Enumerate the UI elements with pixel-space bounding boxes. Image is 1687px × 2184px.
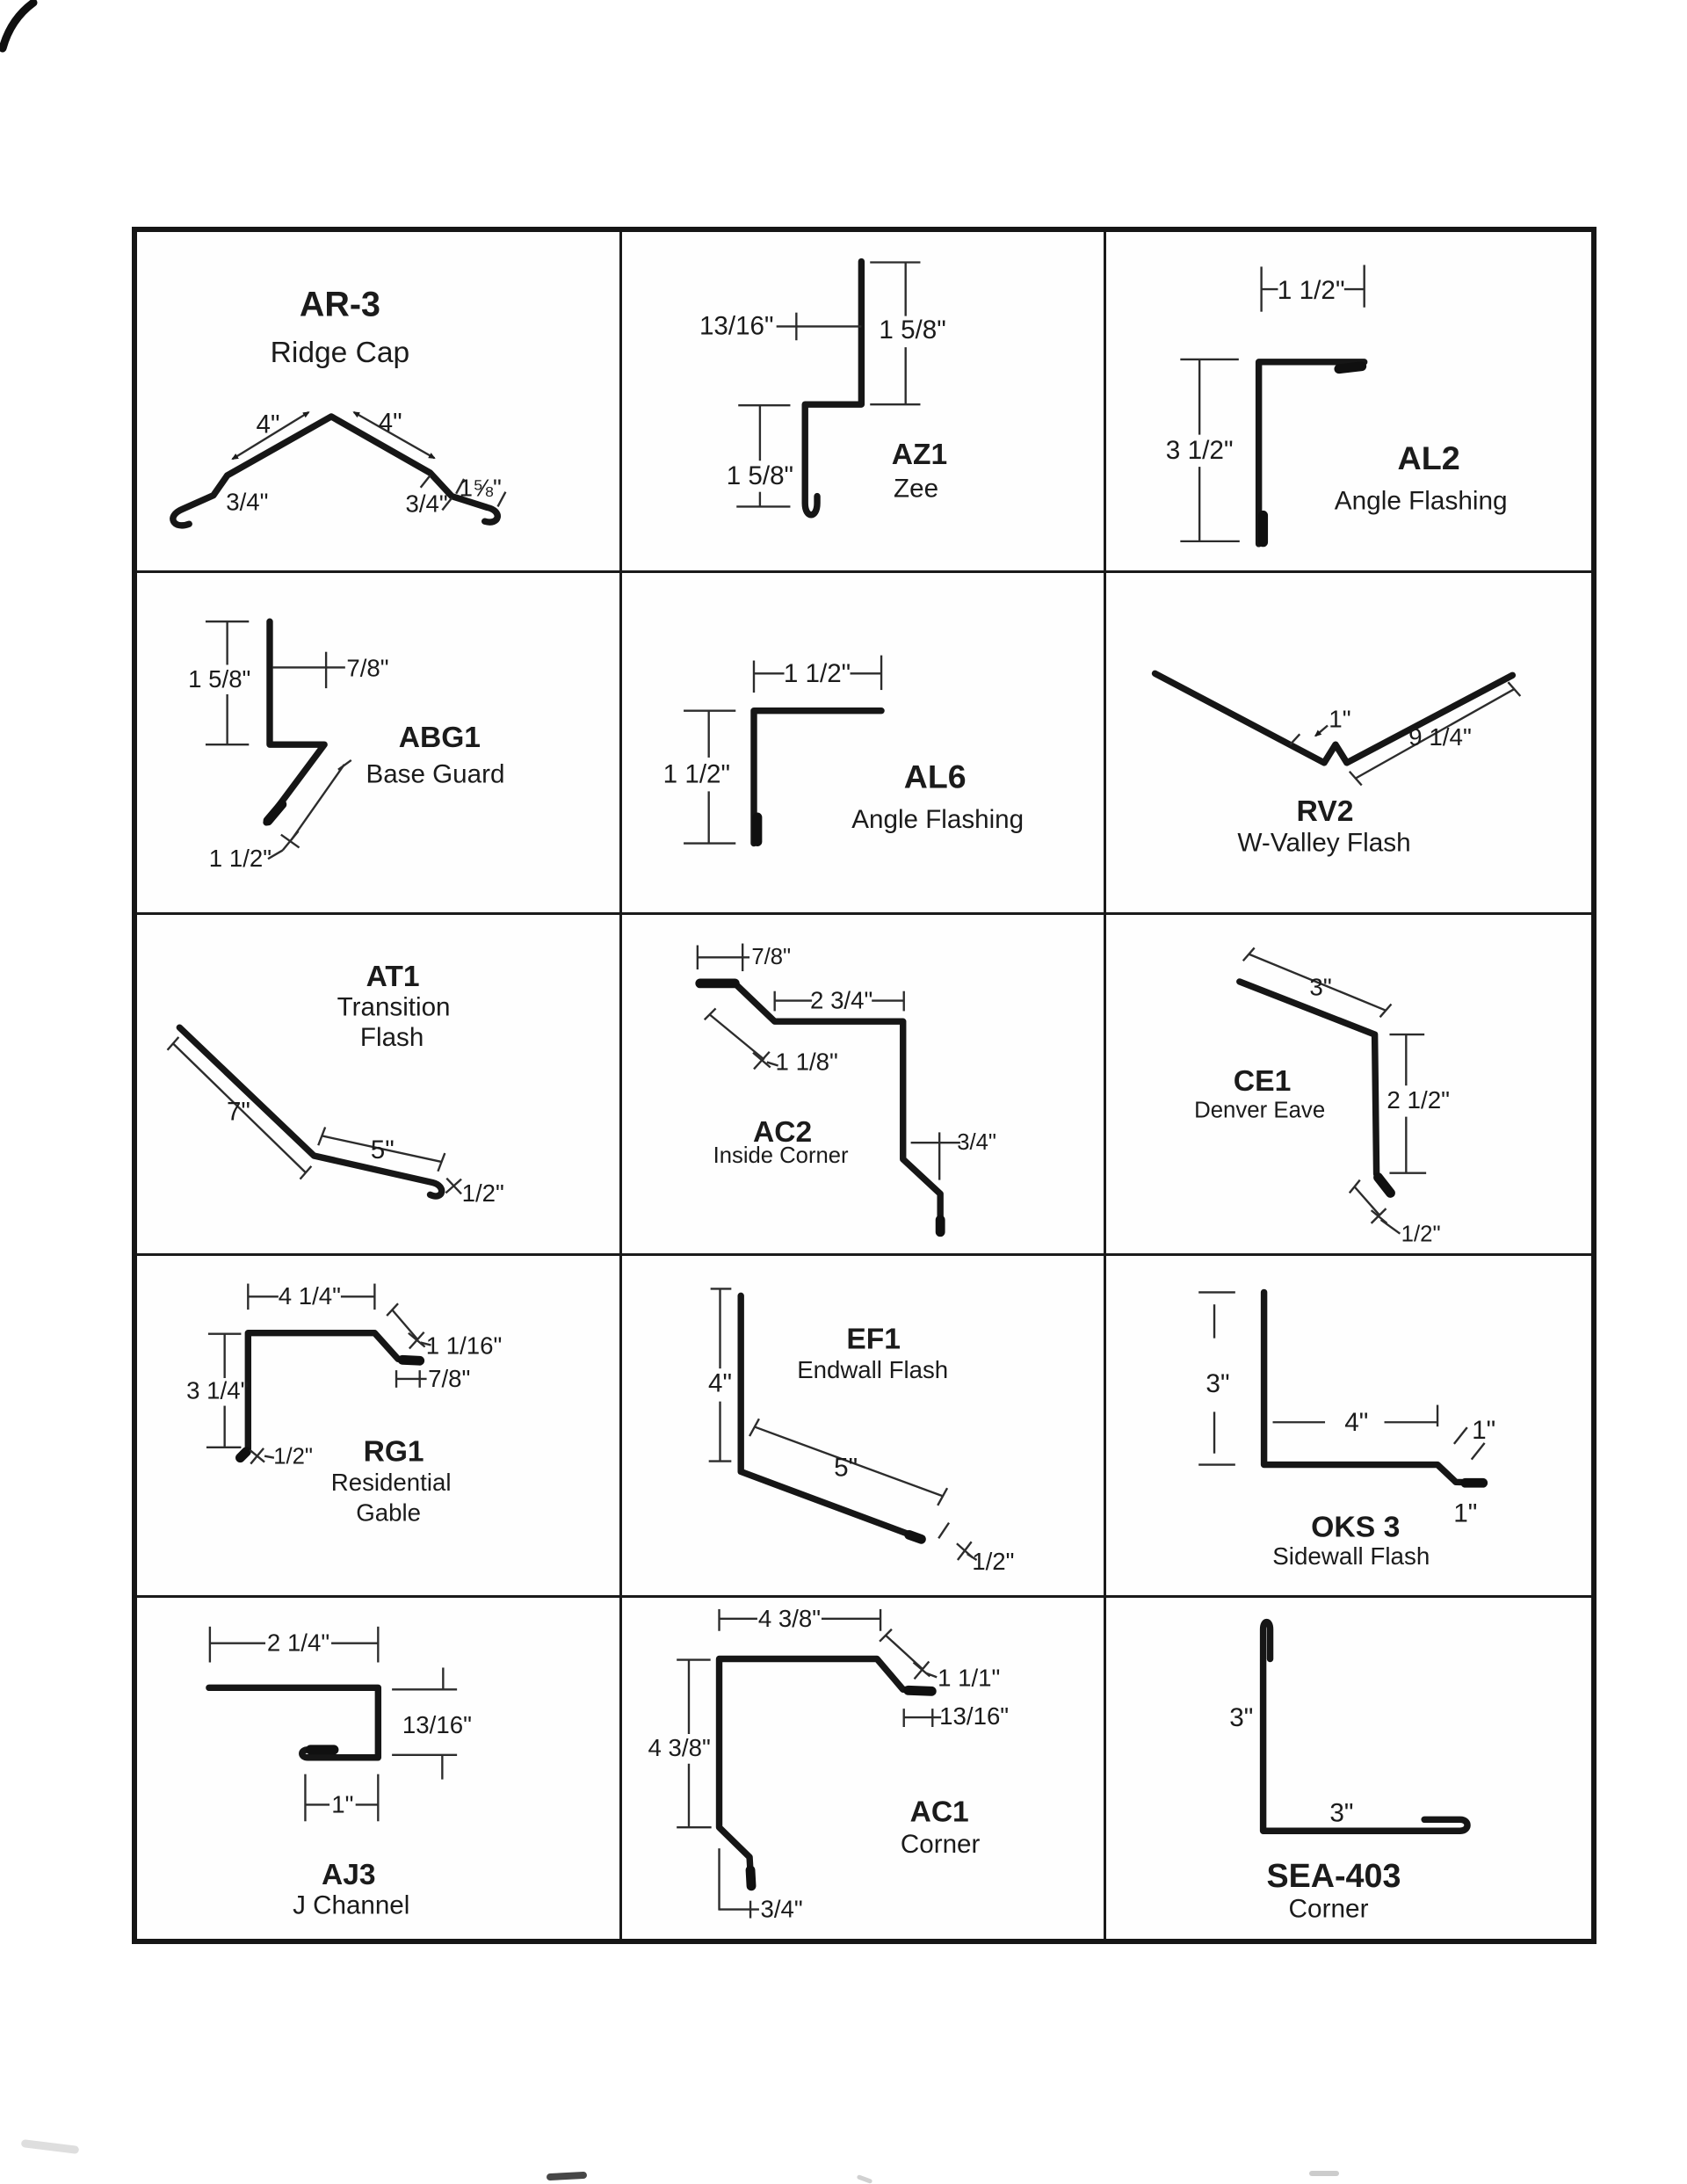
part-name: J Channel xyxy=(293,1890,410,1920)
dim-label: 13/16" xyxy=(699,311,774,341)
part-code: AR-3 xyxy=(299,285,380,324)
dim-label: 1 1/2" xyxy=(208,845,272,873)
dim-label: 3/4" xyxy=(405,490,448,518)
dim-label: 1/2" xyxy=(1401,1222,1442,1247)
cell-sea403-corner xyxy=(1106,1598,1591,1939)
dim-label: 1 5/8" xyxy=(188,665,251,693)
dim-label: 5" xyxy=(370,1135,395,1165)
dim-label: 3/4" xyxy=(226,488,269,516)
scan-artifact xyxy=(21,2139,80,2154)
part-name: Gable xyxy=(356,1498,422,1527)
dim-label: 2 1/2" xyxy=(1387,1085,1451,1114)
ef1-profile-diagram xyxy=(622,1256,1104,1594)
cell-al6-angle-flashing xyxy=(622,573,1107,914)
dim-label: 7/8" xyxy=(428,1365,471,1393)
dim-label: 7" xyxy=(226,1097,250,1127)
cell-ac2-inside-corner xyxy=(622,915,1107,1256)
abg1-profile-diagram xyxy=(137,573,619,911)
dim-label: 5" xyxy=(833,1453,858,1483)
dim-label: 7/8" xyxy=(346,654,389,682)
scan-artifact xyxy=(1309,2171,1339,2176)
part-code: EF1 xyxy=(846,1323,901,1356)
dim-label: 13/16" xyxy=(402,1710,472,1738)
rg1-profile-diagram xyxy=(137,1256,619,1594)
part-code: AT1 xyxy=(366,960,420,993)
dim-label: 1 1/16" xyxy=(425,1331,503,1360)
dim-label: 1" xyxy=(1329,705,1351,733)
part-name: Ridge Cap xyxy=(270,336,410,369)
dim-label: 3 1/2" xyxy=(1166,436,1234,466)
dim-label: 4" xyxy=(378,408,402,438)
part-code: AZ1 xyxy=(891,439,947,472)
dim-label: 4" xyxy=(1344,1408,1369,1438)
al2-profile-diagram xyxy=(1106,232,1591,570)
part-code: AL6 xyxy=(903,758,967,795)
part-name: Angle Flashing xyxy=(851,805,1024,835)
ce1-profile-diagram xyxy=(1106,915,1591,1253)
part-name: Inside Corner xyxy=(713,1143,849,1168)
dim-label: 2 3/4" xyxy=(809,986,872,1014)
part-name: Corner xyxy=(900,1829,981,1859)
dim-label: 4 3/8" xyxy=(757,1604,821,1632)
dim-label: 7/8" xyxy=(751,944,791,969)
rv2-profile-diagram xyxy=(1106,573,1591,911)
part-name: Base Guard xyxy=(366,759,505,789)
dim-label: 9 1/4" xyxy=(1408,723,1473,751)
part-name: Angle Flashing xyxy=(1335,486,1508,516)
part-code: RV2 xyxy=(1296,795,1354,829)
dim-label: 1 1/2" xyxy=(783,659,851,689)
dim-label: 1 1/2" xyxy=(1278,275,1345,305)
cell-ce1-denver-eave xyxy=(1106,915,1591,1256)
dim-label: 4" xyxy=(707,1368,732,1398)
cell-abg1-base-guard xyxy=(137,573,622,914)
dim-label: 4 1/4" xyxy=(278,1282,342,1310)
dim-label: 13/16" xyxy=(938,1701,1009,1730)
cell-al2-angle-flashing xyxy=(1106,232,1591,573)
scan-corner-mark xyxy=(0,0,62,62)
trim-profile-table xyxy=(132,227,1596,1944)
cell-ac1-corner xyxy=(622,1598,1107,1939)
dim-label: 3" xyxy=(1329,1797,1354,1827)
part-code: RG1 xyxy=(363,1435,424,1469)
dim-label: 3/4" xyxy=(760,1895,803,1923)
part-name: W-Valley Flash xyxy=(1237,828,1412,858)
part-code: ABG1 xyxy=(398,722,481,755)
cell-aj3-j-channel xyxy=(137,1598,622,1939)
part-code: AC2 xyxy=(752,1116,812,1150)
cell-at1-transition-flash xyxy=(137,915,622,1256)
dim-label: 3" xyxy=(1206,1369,1230,1398)
dim-label: 1 1/2" xyxy=(662,759,730,789)
scan-artifact xyxy=(857,2174,873,2184)
dim-label: 1/2" xyxy=(971,1548,1015,1576)
cell-rv2-w-valley-flash xyxy=(1106,573,1591,914)
aj3-profile-diagram xyxy=(137,1598,619,1939)
dim-label: 3/4" xyxy=(956,1129,996,1155)
cell-ef1-endwall-flash xyxy=(622,1256,1107,1597)
ac2-profile-diagram xyxy=(622,915,1104,1253)
part-name: Zee xyxy=(893,474,938,504)
cell-ar3-ridge-cap xyxy=(137,232,622,573)
dim-label: 1/2" xyxy=(461,1179,504,1208)
dim-label: 2 1/4" xyxy=(266,1629,330,1657)
dim-label: 1 1/8" xyxy=(775,1048,838,1076)
ar3-profile-diagram xyxy=(137,232,619,570)
dim-label: 3 1/4" xyxy=(186,1376,250,1404)
scan-artifact xyxy=(547,2172,587,2180)
part-name: Residential xyxy=(330,1469,452,1497)
dim-label: 1 1/1" xyxy=(937,1663,1001,1691)
dim-label: 1/2" xyxy=(273,1444,313,1469)
cell-az1-zee xyxy=(622,232,1107,573)
part-code: CE1 xyxy=(1234,1064,1292,1098)
dim-label: 1" xyxy=(1453,1498,1478,1528)
part-name: Endwall Flash xyxy=(796,1356,948,1384)
part-code: AC1 xyxy=(909,1795,969,1828)
cell-oks3-sidewall-flash xyxy=(1106,1256,1591,1597)
dim-label: 1 5/8" xyxy=(879,316,946,345)
dim-label: 4" xyxy=(256,410,280,439)
dim-label: 1⅝" xyxy=(459,474,502,502)
part-name: Flash xyxy=(359,1022,424,1052)
az1-profile-diagram xyxy=(622,232,1104,570)
at1-profile-diagram xyxy=(137,915,619,1253)
al6-profile-diagram xyxy=(622,573,1104,911)
dim-label: 1" xyxy=(331,1789,354,1818)
part-code: AL2 xyxy=(1397,439,1461,477)
part-code: AJ3 xyxy=(322,1858,376,1891)
part-name: Corner xyxy=(1288,1894,1369,1924)
part-name: Sidewall Flash xyxy=(1272,1542,1430,1571)
ac1-profile-diagram xyxy=(622,1598,1104,1939)
part-name: Transition xyxy=(337,992,451,1022)
sea403-profile-diagram xyxy=(1106,1598,1591,1939)
dim-label: 1 5/8" xyxy=(726,461,793,490)
dim-label: 3" xyxy=(1309,973,1333,1001)
cell-rg1-residential-gable xyxy=(137,1256,622,1597)
part-code: SEA-403 xyxy=(1266,1856,1401,1894)
dim-label: 3" xyxy=(1229,1702,1254,1732)
dim-label: 1" xyxy=(1472,1416,1496,1446)
oks3-profile-diagram xyxy=(1106,1256,1591,1594)
dim-label: 4 3/8" xyxy=(648,1733,711,1761)
part-name: Denver Eave xyxy=(1194,1098,1326,1123)
part-code: OKS 3 xyxy=(1311,1511,1401,1544)
